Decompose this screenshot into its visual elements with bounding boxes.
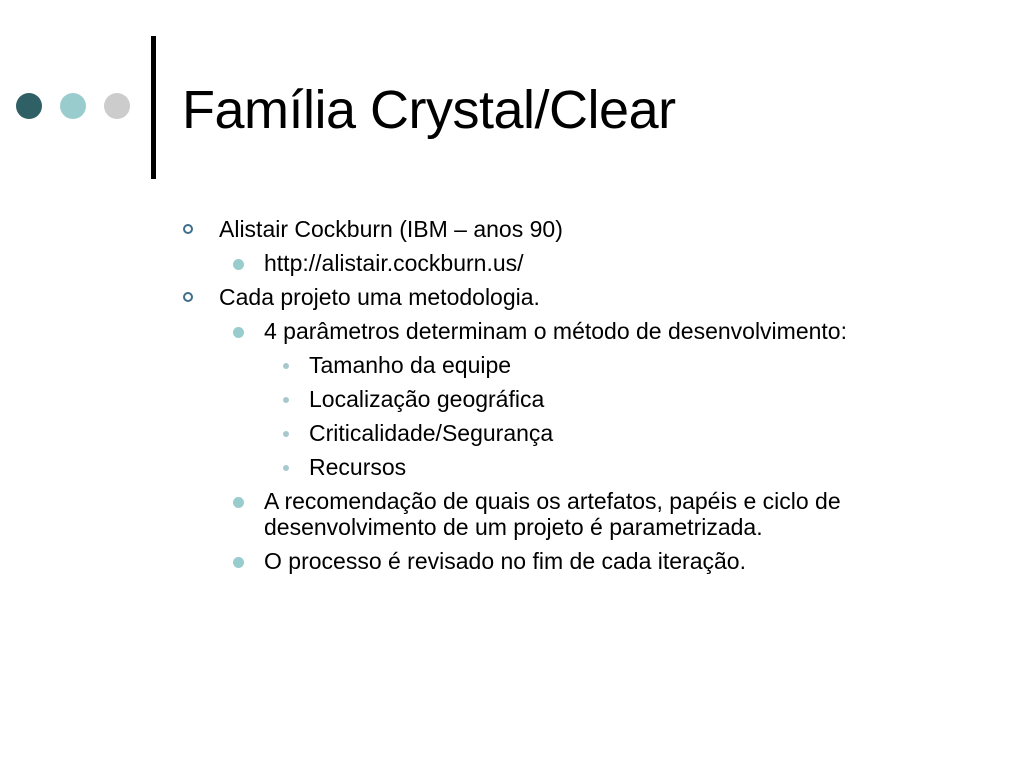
list-item [182,216,982,242]
gray-circle-icon [104,93,130,119]
list-item-text: Criticalidade/Segurança [309,420,554,446]
list-item-text [264,488,982,540]
list-item-text: Tamanho da equipe [309,352,512,378]
list-item-text: O processo é revisado no fim de cada iteração. [264,548,746,574]
list-item-text: http://alistair.cockburn.us/ [264,250,524,276]
filled-circle-bullet-icon [233,557,244,568]
filled-circle-bullet-icon [233,259,244,270]
list-item-text: 4 parâmetros determinam o método de desenvolvimento: [264,318,847,344]
bullet-list [182,216,982,582]
list-item [182,352,982,378]
list-item [182,386,982,412]
list-item-text: Cada projeto uma metodologia. [219,284,540,310]
ring-bullet-icon [183,224,193,234]
list-item-text: Alistair Cockburn (IBM – anos 90) [219,216,563,242]
small-dot-bullet-icon [283,431,289,437]
ring-bullet-icon [183,292,193,302]
filled-circle-bullet-icon [233,497,244,508]
list-item-text: Localização geográfica [309,386,545,412]
list-item [182,454,982,480]
small-dot-bullet-icon [283,363,289,369]
list-item [182,488,982,540]
list-item [182,250,982,276]
filled-circle-bullet-icon [233,327,244,338]
list-item-line: desenvolvimento de um projeto é parametrizada. [264,514,763,540]
list-item [182,318,982,344]
small-dot-bullet-icon [283,465,289,471]
list-item [182,548,982,574]
list-item-text: Recursos [309,454,407,480]
small-dot-bullet-icon [283,397,289,403]
title-divider [151,36,156,179]
light-teal-circle-icon [60,93,86,119]
slide-title: Família Crystal/Clear [182,80,676,140]
dark-teal-circle-icon [16,93,42,119]
list-item [182,284,982,310]
list-item-line: A recomendação de quais os artefatos, papéis e ciclo de [264,488,841,514]
list-item [182,420,982,446]
